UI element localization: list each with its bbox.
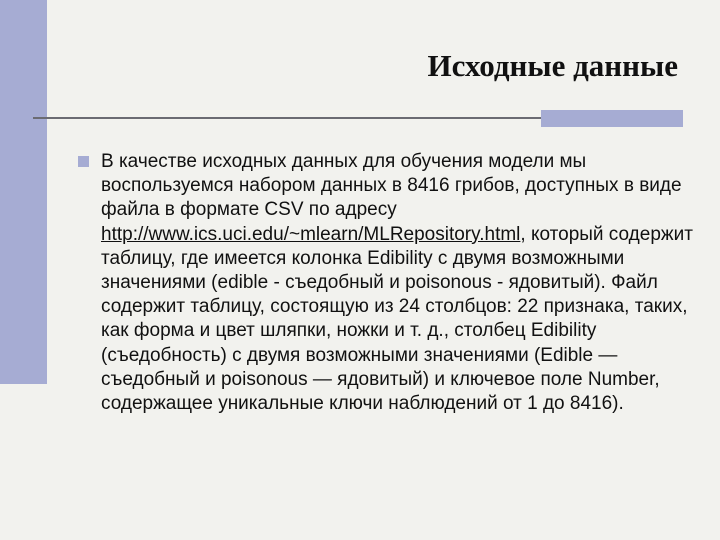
slide-title: Исходные данные bbox=[427, 48, 678, 83]
slide-body bbox=[78, 150, 698, 416]
bullet-paragraph bbox=[101, 150, 698, 416]
divider-accent-block bbox=[541, 110, 683, 127]
dataset-link[interactable]: http://www.ics.uci.edu/~mlearn/MLRepository.html bbox=[101, 223, 521, 245]
bullet-text-before-link: В качестве исходных данных для обучения модели мы воспользуемся набором данных в 8416 грибов, доступных в виде файла в формате CSV по адресу bbox=[101, 151, 682, 221]
left-accent-bar bbox=[0, 0, 47, 384]
bullet-text-after-link: , который содержит таблицу, где имеется колонка Edibility с двумя возможными значениями (edible - съедобный и poisonous - ядовитый). Файл содержит таблицу, состоящую из 24 столбцов: 22 признака, таких, как форма и цвет шляпки, ножки и т. д., столбец Edibility (съедобность) с двумя возможными значениями (Edible — съедобный и poisonous — ядовитый) и ключевое поле Number, содержащее уникальные ключи наблюдений от 1 до 8416). bbox=[101, 223, 693, 415]
square-bullet-icon bbox=[78, 156, 89, 167]
